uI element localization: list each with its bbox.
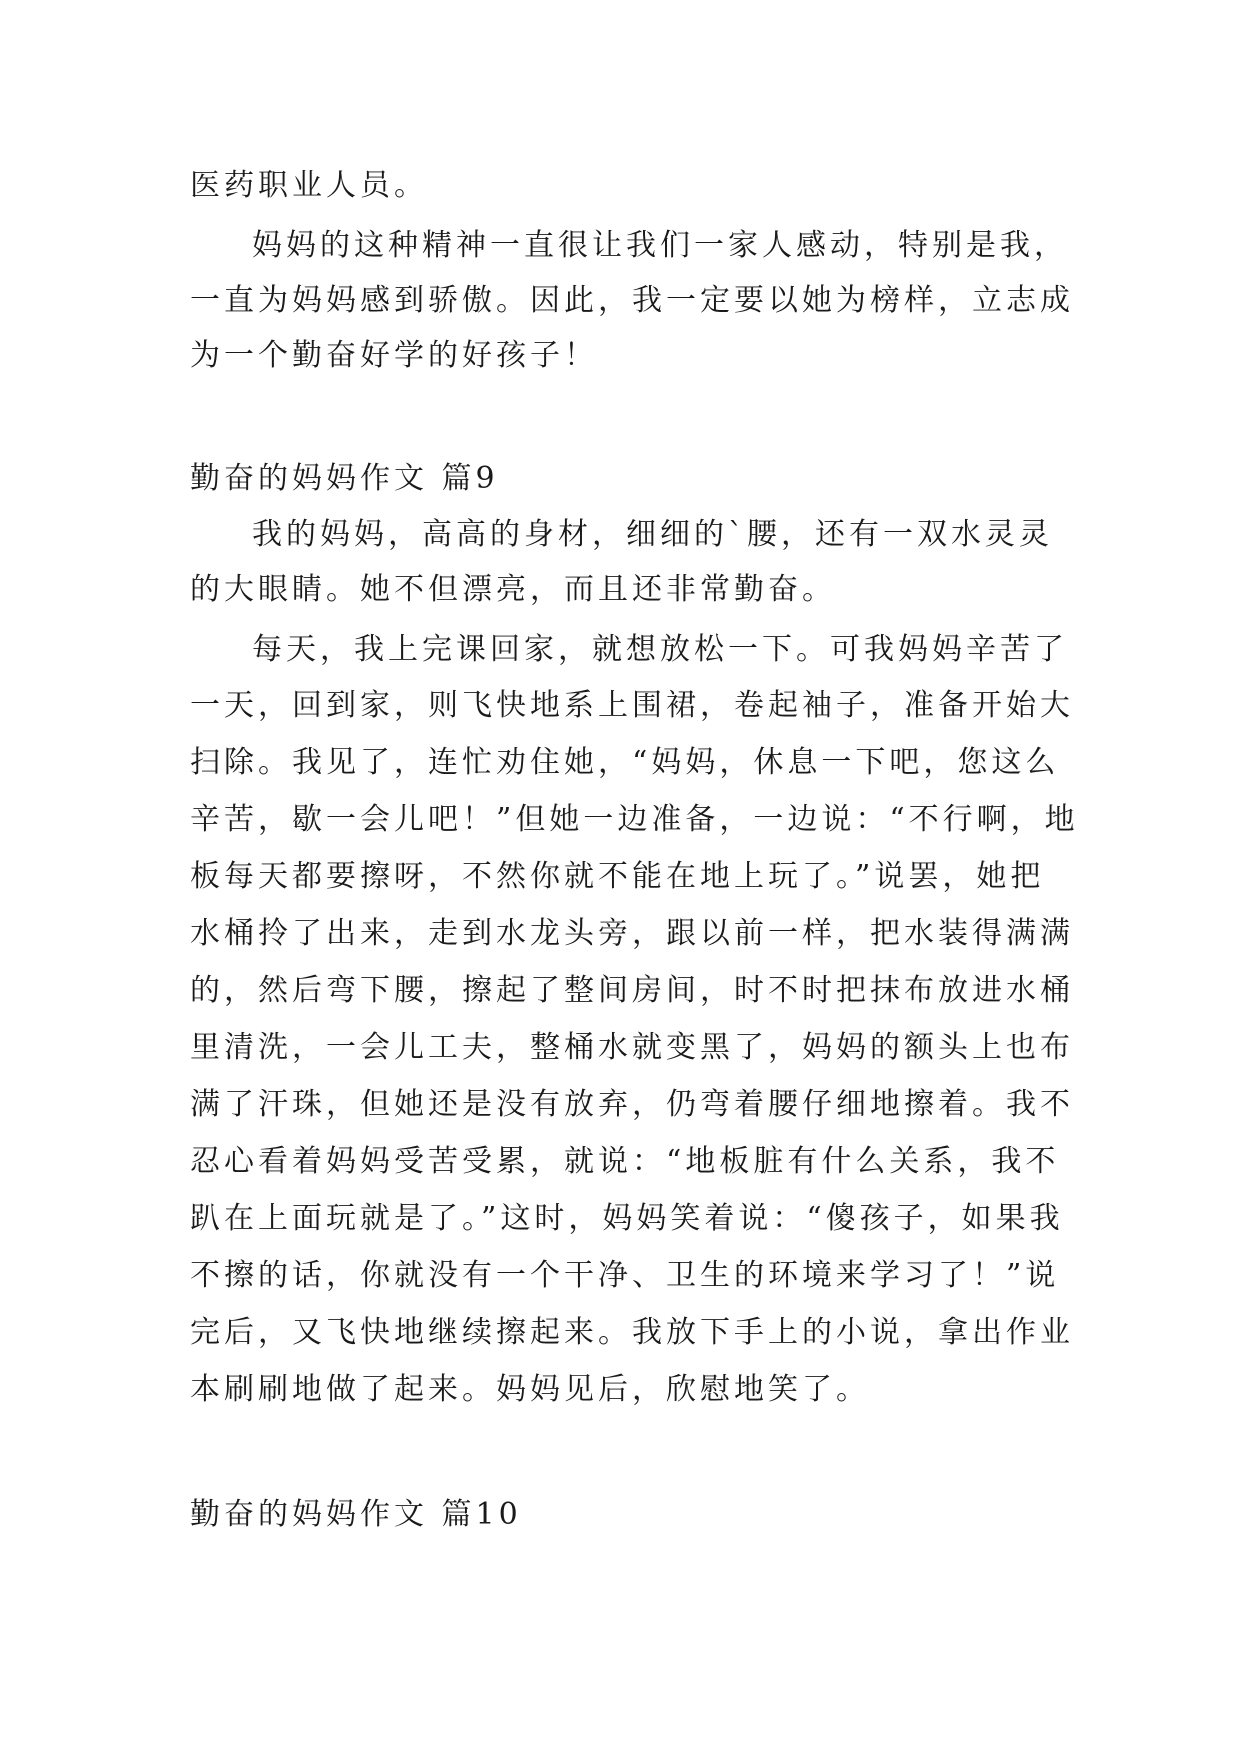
section-heading: 勤奋的妈妈作文 篇10 [190,1497,522,1532]
text-line: 一天，回到家，则飞快地系上围裙，卷起袖子，准备开始大 [190,688,1074,723]
section-heading: 勤奋的妈妈作文 篇9 [190,461,499,496]
text-line: 的，然后弯下腰，擦起了整间房间，时不时把抹布放进水桶 [190,973,1074,1008]
text-line: 板每天都要擦呀，不然你就不能在地上玩了。”说罢，她把 [190,859,1045,894]
text-line: 为一个勤奋好学的好孩子！ [190,338,598,373]
text-line: 忍心看着妈妈受苦受累，就说：“地板脏有什么关系，我不 [190,1144,1060,1179]
text-line: 一直为妈妈感到骄傲。因此，我一定要以她为榜样，立志成 [190,283,1074,318]
text-line: 不擦的话，你就没有一个干净、卫生的环境来学习了！”说 [190,1258,1060,1293]
text-line: 扫除。我见了，连忙劝住她，“妈妈，休息一下吧，您这么 [190,745,1060,780]
text-line: 我的妈妈，高高的身材，细细的`腰，还有一双水灵灵 [252,517,1053,552]
text-line: 完后，又飞快地继续擦起来。我放下手上的小说，拿出作业 [190,1315,1074,1350]
text-line: 妈妈的这种精神一直很让我们一家人感动，特别是我， [252,228,1068,263]
text-line: 里清洗，一会儿工夫，整桶水就变黑了，妈妈的额头上也布 [190,1030,1074,1065]
text-line: 本刷刷地做了起来。妈妈见后，欣慰地笑了。 [190,1372,870,1407]
text-line: 每天，我上完课回家，就想放松一下。可我妈妈辛苦了 [252,632,1068,667]
text-line: 满了汗珠，但她还是没有放弃，仍弯着腰仔细地擦着。我不 [190,1087,1074,1122]
text-line: 趴在上面玩就是了。”这时，妈妈笑着说：“傻孩子，如果我 [190,1201,1064,1236]
text-line: 医药职业人员。 [190,168,428,203]
text-line: 水桶拎了出来，走到水龙头旁，跟以前一样，把水装得满满 [190,916,1074,951]
text-line: 的大眼睛。她不但漂亮，而且还非常勤奋。 [190,572,836,607]
text-line: 辛苦，歇一会儿吧！”但她一边准备，一边说：“不行啊，地 [190,802,1079,837]
